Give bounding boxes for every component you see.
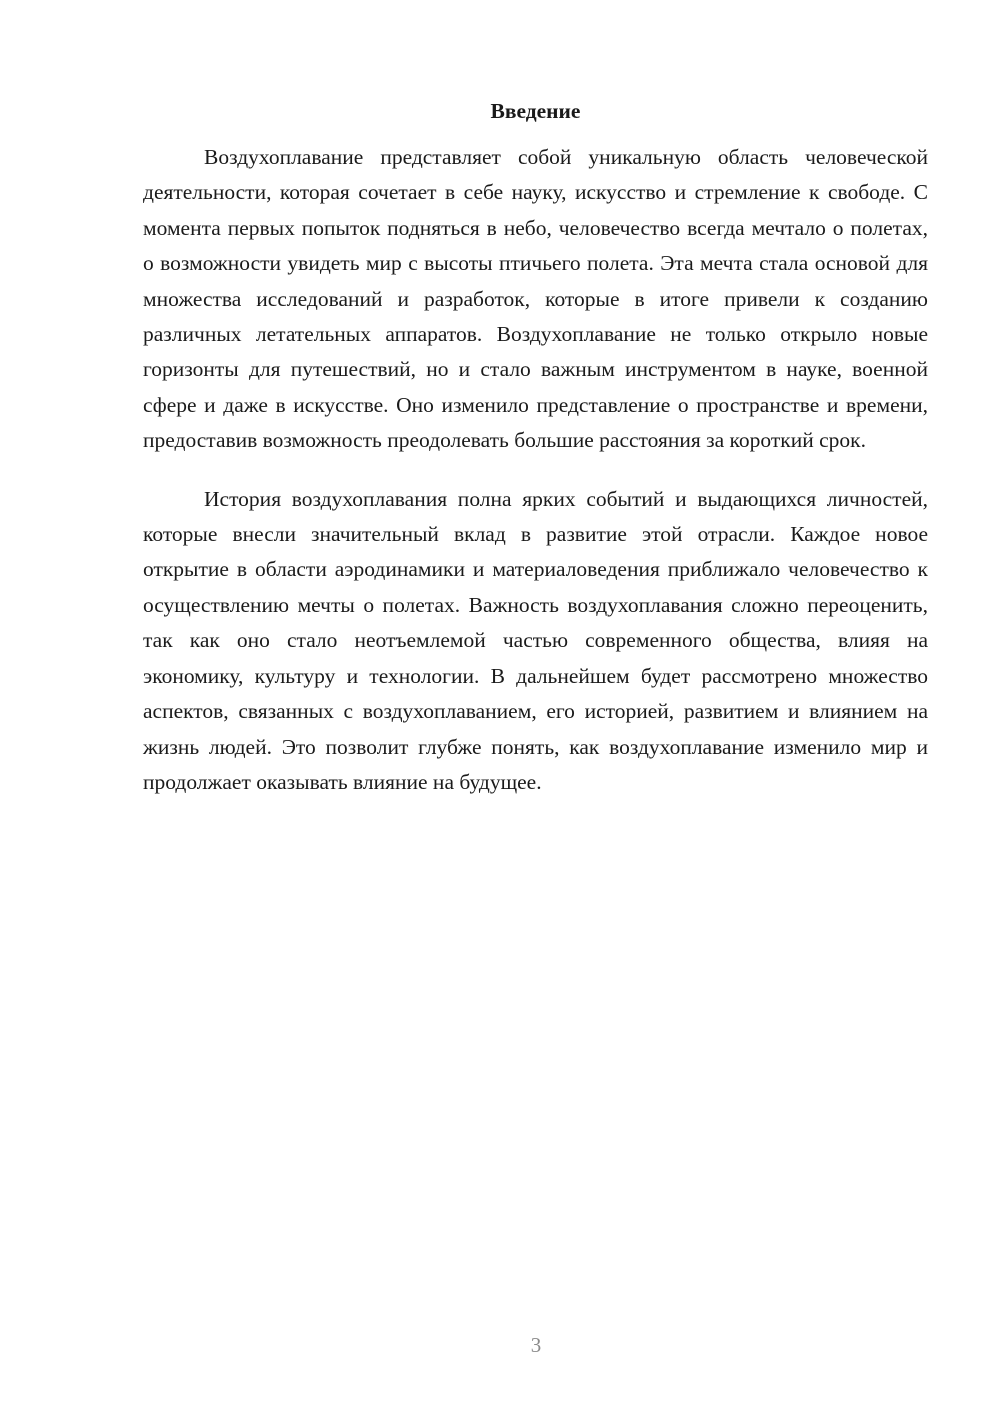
section-title: Введение <box>490 99 581 123</box>
paragraph-1: Воздухоплавание представляет собой уникальную область человеческой деятельности, которая сочетает в себе науку, искусство и стремление к свободе. С момента первых попыток подняться в небо, человечество всегда мечтало о полетах, о возможности увидеть мир с высоты птичьего полета. Эта мечта стала основой для множества исследований и разработок, которые в итоге привели к созданию различных летательных аппаратов. Воздухоплавание не только открыло новые горизонты для путешествий, но и стало важным инструментом в науке, военной сфере и даже в искусстве. Оно изменило представление о пространстве и времени, предоставив возможность преодолевать большие расстояния за короткий срок. <box>143 145 928 453</box>
page-content <box>143 94 928 823</box>
paragraph-2: История воздухоплавания полна ярких событий и выдающихся личностей, которые внесли значительный вклад в развитие этой отрасли. Каждое новое открытие в области аэродинамики и материаловедения приближало человечество к осуществлению мечты о полетах. Важность воздухоплавания сложно переоценить, так как оно стало неотъемлемой частью современного общества, влияя на экономику, культуру и технологии. В дальнейшем будет рассмотрено множество аспектов, связанных с воздухоплаванием, его историей, развитием и влиянием на жизнь людей. Это позволит глубже понять, как воздухоплавание изменило мир и продолжает оказывать влияние на будущее. <box>143 486 928 794</box>
page-number: 3 <box>530 1333 542 1357</box>
